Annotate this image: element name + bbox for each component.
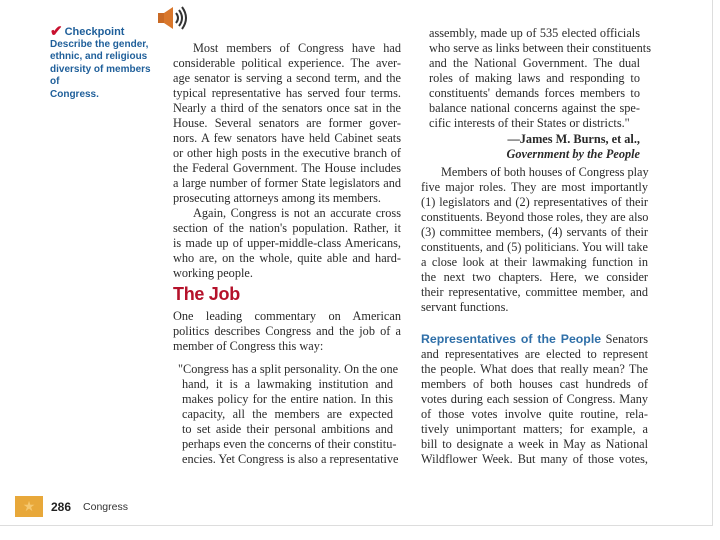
paragraph-line: constituents. Beyond those roles, they are also [421, 210, 649, 224]
checkpoint-text [50, 39, 160, 102]
right-para-2 [421, 332, 648, 467]
paragraph-line: the Federal Government. The House includes [173, 161, 401, 175]
attribution-source: Government by the People [506, 147, 640, 161]
paragraph-line: tively unimportant matters; for example, a [421, 422, 648, 436]
left-para-1 [173, 41, 401, 206]
paragraph-line: (1) legislators and (2) representatives of their [421, 195, 648, 209]
paragraph-line: encies. Yet Congress is also a representative [182, 452, 399, 466]
paragraph-line: Wildflower Week. But many of those votes, [421, 452, 648, 466]
checkpoint-title: Checkpoint [64, 26, 125, 38]
paragraph-line: member of Congress this way: [173, 339, 324, 353]
paragraph-line: capacity, all the members are expected [182, 407, 393, 421]
paragraph-line: section of the nation's population. Rather, it [173, 221, 401, 235]
paragraph-line: One leading commentary on American [173, 309, 401, 323]
paragraph-line: makes policy for the entire nation. In this [182, 392, 393, 406]
paragraph-line: age senator is serving a second term, and the [173, 71, 401, 85]
paragraph-line: the people. What does that really mean? The [421, 362, 648, 376]
paragraph-line: (3) committee members, (4) servants of their [421, 225, 648, 239]
paragraph-line: assembly, made up of 535 elected officials [429, 26, 640, 40]
paragraph-line: House. Several senators are former gover- [173, 116, 401, 130]
checkmark-icon: ✔ [50, 23, 63, 41]
subheading-representatives: Representatives of the People [421, 332, 602, 346]
paragraph-line: Members of both houses of Congress play [441, 165, 649, 179]
paragraph-line: a large number of former State legislators and [173, 176, 401, 190]
chapter-title: Congress [83, 500, 128, 513]
paragraph-line: perhaps even the concerns of their constitu- [182, 437, 397, 451]
paragraph-line: cific interests of their States or districts." [429, 116, 630, 130]
paragraph-line: members of both houses cast hundreds of [421, 377, 648, 391]
paragraph-line: hand, it is a lawmaking institution and [182, 377, 393, 391]
star-icon: ★ [15, 496, 43, 517]
checkpoint-box [50, 23, 160, 101]
paragraph-line: prosecuting attorneys among its members. [173, 191, 381, 205]
paragraph-line: diversity of members of [50, 63, 151, 87]
right-para-1 [421, 165, 648, 315]
paragraph-line: to set aside their personal ambitions and [182, 422, 393, 436]
paragraph-line: who serve as links between their constituents [429, 41, 651, 55]
paragraph-line: and the National Government. The dual [429, 56, 640, 70]
paragraph-line: five major roles. They are most importantly [421, 180, 648, 194]
paragraph-line: who are, on the whole, quite able and hard- [173, 251, 401, 265]
paragraph-line: the next two chapters. Here, we consider [421, 270, 648, 284]
paragraph-line: considerable political experience. The aver- [173, 56, 401, 70]
page-footer [15, 496, 128, 517]
paragraph-line [421, 332, 648, 347]
paragraph-line: their representative, committee member, and [421, 285, 648, 299]
page-number: 286 [51, 499, 72, 514]
audio-speaker-icon[interactable] [156, 4, 190, 32]
paragraph-line: Again, Congress is not an accurate cross [193, 206, 401, 220]
paragraph-line: votes during each session of Congress. Many [421, 392, 648, 406]
left-block-quote [178, 362, 399, 467]
paragraph-line: nors. A few senators have held Cabinet seats [173, 131, 401, 145]
paragraph-line: constituents' demands forces members to [429, 86, 640, 100]
paragraph-line: ethnic, and religious [50, 51, 148, 62]
paragraph-line: Congress. [50, 88, 99, 100]
section-heading-the-job: The Job [173, 284, 240, 304]
right-block-quote [429, 26, 651, 131]
paragraph-line: politics describes Congress and the job of a [173, 324, 401, 338]
quote-attribution [429, 132, 640, 162]
paragraph-line: balance national concerns against the spe- [429, 101, 640, 115]
paragraph-line: roles of making laws and responding to [429, 71, 640, 85]
paragraph-line: is made up of upper-middle-class Americans, [173, 236, 401, 250]
paragraph-text: Senators [605, 332, 648, 346]
paragraph-line: Nearly a third of the senators once sat in the [173, 101, 401, 115]
paragraph-line: or other high posts in the executive branch of [173, 146, 401, 160]
paragraph-line: working people. [173, 266, 253, 280]
paragraph-line: Describe the gender, [50, 38, 149, 50]
paragraph-line: bill to designate a week in May as National [421, 437, 648, 451]
left-para-2 [173, 206, 401, 281]
paragraph-line: and representatives are elected to represent [421, 347, 648, 361]
paragraph-line: Most members of Congress have had [193, 41, 401, 55]
attribution-author: —James M. Burns, et al., [507, 132, 640, 146]
paragraph-line: constituents, and (5) politicians. You will take [421, 240, 648, 254]
paragraph-line: of those votes involve quite routine, rela- [421, 407, 648, 421]
left-para-3 [173, 309, 401, 354]
paragraph-line: servant functions. [421, 300, 509, 314]
paragraph-line: a close look at their lawmaking function in [421, 255, 648, 269]
paragraph-line: "Congress has a split personality. On the one [178, 362, 399, 376]
paragraph-line: typical representative has served four terms. [173, 86, 401, 100]
